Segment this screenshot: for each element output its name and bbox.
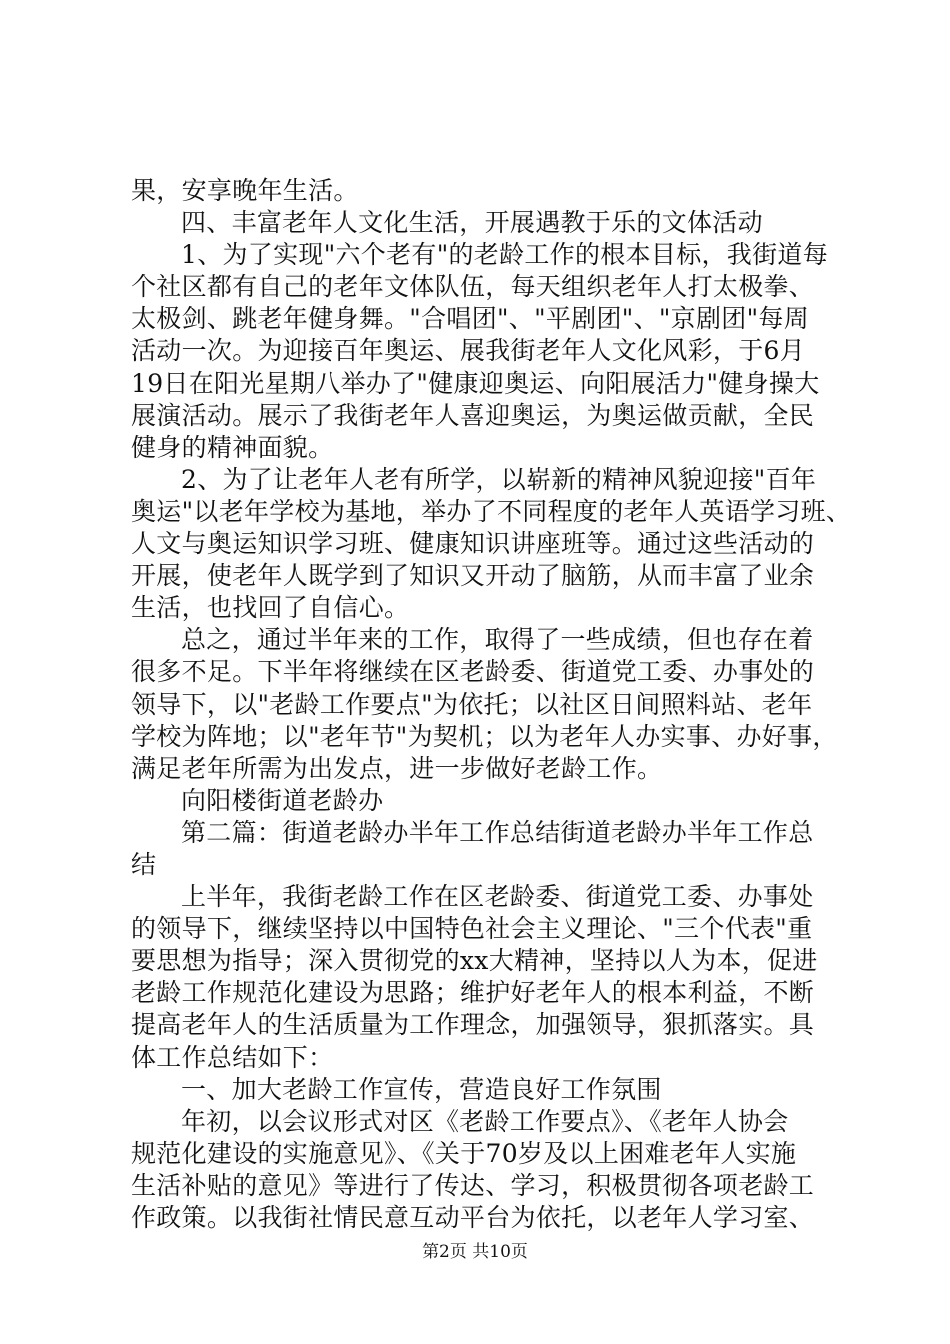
text-line: 2、为了让老年人老有所学，以崭新的精神风貌迎接"百年	[181, 464, 817, 494]
text-line: 健身的精神面貌。	[131, 432, 334, 462]
text-line: 1、为了实现"六个老有"的老龄工作的根本目标，我街道每	[181, 240, 829, 270]
page-footer: 第2页 共10页	[422, 1242, 528, 1262]
text-line: 很多不足。下半年将继续在区老龄委、街道党工委、办事处的	[131, 657, 815, 687]
text-line: 个社区都有自己的老年文体队伍，每天组织老年人打太极拳、	[131, 272, 815, 302]
text-line: 开展，使老年人既学到了知识又开动了脑筋，从而丰富了业余	[131, 561, 815, 591]
text-line: 奥运"以老年学校为基地，举办了不同程度的老年人英语学习班、	[131, 496, 852, 526]
text-line: 领导下，以"老龄工作要点"为依托；以社区日间照料站、老年	[131, 689, 813, 719]
text-line: 作政策。以我街社情民意互动平台为依托，以老年人学习室、	[131, 1203, 815, 1232]
text-line: 第二篇：街道老龄办半年工作总结街道老龄办半年工作总	[181, 817, 814, 847]
text-line: 体工作总结如下：	[131, 1042, 334, 1072]
text-line: 上半年，我街老龄工作在区老龄委、街道党工委、办事处	[181, 882, 814, 912]
text-line: 果，安享晚年生活。	[131, 176, 359, 205]
text-line: 太极剑、跳老年健身舞。"合唱团"、"平剧团"、"京剧团"每周	[131, 304, 809, 334]
text-line: 提高老年人的生活质量为工作理念，加强领导，狠抓落实。具	[131, 1010, 815, 1040]
text-line: 老龄工作规范化建设为思路；维护好老年人的根本利益，不断	[131, 978, 815, 1008]
text-line: 学校为阵地；以"老年节"为契机；以为老年人办实事、办好事，	[131, 721, 838, 751]
text-line: 生活，也找回了自信心。	[131, 593, 410, 623]
text-line: 四、丰富老年人文化生活，开展遇教于乐的文体活动	[181, 208, 763, 238]
text-line: 要思想为指导；深入贯彻党的xx大精神，坚持以人为本，促进	[131, 946, 818, 976]
text-line: 展演活动。展示了我街老年人喜迎奥运，为奥运做贡献，全民	[131, 400, 815, 430]
document-body	[131, 175, 852, 1234]
text-line: 19日在阳光星期八举办了"健康迎奥运、向阳展活力"健身操大	[131, 368, 820, 398]
text-line: 满足老年所需为出发点，进一步做好老龄工作。	[131, 753, 663, 783]
text-line: 活动一次。为迎接百年奥运、展我街老年人文化风彩，于6月	[131, 336, 806, 366]
text-line: 规范化建设的实施意见》、《关于70岁及以上困难老年人实施	[131, 1138, 797, 1168]
text-line: 的领导下，继续坚持以中国特色社会主义理论、"三个代表"重	[131, 914, 813, 944]
text-line: 一、加大老龄工作宣传，营造良好工作氛围	[181, 1074, 662, 1104]
text-line: 总之，通过半年来的工作，取得了一些成绩，但也存在着	[181, 625, 814, 655]
text-line: 人文与奥运知识学习班、健康知识讲座班等。通过这些活动的	[131, 529, 815, 559]
text-line: 年初，以会议形式对区《老龄工作要点》、《老年人协会	[181, 1106, 789, 1136]
text-line: 结	[131, 849, 157, 879]
text-line: 生活补贴的意见》等进行了传达、学习，积极贯彻各项老龄工	[131, 1170, 815, 1200]
text-line: 向阳楼街道老龄办	[181, 785, 384, 815]
